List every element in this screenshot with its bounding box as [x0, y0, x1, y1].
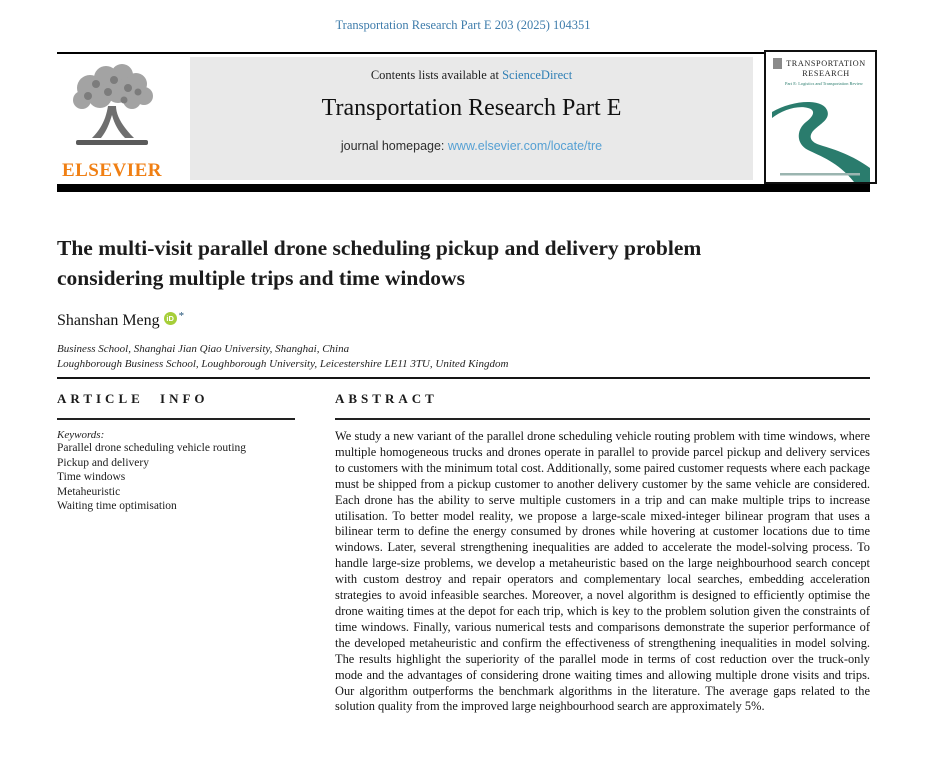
abstract-text: We study a new variant of the parallel drone scheduling vehicle routing problem with time windows, where multiple homogeneous trucks and drones operate in parallel to provide parcel pickup and delivery services to customers with the minimum total cost. Additionally, some paired customer requests where each package must be shipped from a pickup customer to another delivery customer by the same vehicle are considered. Each drone has the ability to serve multiple customers in a trip and can make multiple trips to increase utilisation. To better model reality, we propose a large-scale mixed-integer bilinear program that uses a bilinear term to define the energy consumed by drones while hovering at customer locations due to time windows. Later, several strengthening inequalities are added to accelerate the model-solving process. To handle large-size problems, we develop a metaheuristic based on the large neighbourhood search concept with custom destroy and repair operators and complementary local searches, embedding acceleration strategies to avoid infeasible searches. Moreover, a novel algorithm is designed to efficiently optimise the drone waiting times at the depot for each trip, which is key to the problem solution given the constraints of time windows. Finally, various numerical tests and comparisons demonstrate the superior performance of the developed metaheuristic and confirm the effectiveness of strengthening inequalities in model solving. The results highlight the superiority of the parallel mode in terms of cost reduction over the truck-only mode and the advantages of considering drone waiting times and allowing multiple drone visits and trips. Our algorithm outperforms the benchmark algorithms in the literature. The average gaps related to the solution quality from the improved large neighbourhood search are approximately 5%. [335, 429, 870, 714]
article-info-rule [57, 418, 295, 420]
header-bottom-bar [57, 184, 870, 192]
elsevier-logo [57, 58, 167, 182]
contents-line [190, 68, 753, 83]
abstract-heading: ABSTRACT [335, 391, 438, 406]
homepage-line [190, 139, 753, 153]
keyword-item: Pickup and delivery [57, 456, 149, 469]
journal-homepage-link[interactable]: www.elsevier.com/locate/tre [447, 139, 603, 153]
keywords-label: Keywords: [57, 429, 105, 441]
running-head-citation: Transportation Research Part E 203 (2025) 104351 [335, 18, 591, 32]
svg-text:Part E: Logistics and Transpor: Part E: Logistics and Transportation Review [785, 81, 863, 86]
author-name: Shanshan Meng [57, 312, 160, 329]
elsevier-wordmark: ELSEVIER [61, 160, 163, 181]
journal-masthead-band [190, 57, 753, 180]
info-abstract-columns [57, 391, 870, 715]
journal-cover-thumbnail [764, 50, 877, 184]
keyword-item: Parallel drone scheduling vehicle routing [57, 442, 247, 454]
section-divider-rule [57, 377, 870, 379]
affiliation-line: Business School, Shanghai Jian Qiao University, Shanghai, China [57, 343, 350, 355]
journal-title: Transportation Research Part E [321, 95, 622, 121]
abstract-column [335, 391, 870, 715]
corresponding-author-mark[interactable]: * [178, 310, 185, 322]
sciencedirect-link[interactable]: ScienceDirect [502, 68, 573, 82]
cover-mini-logo [773, 58, 782, 69]
contents-prefix: Contents lists available at [370, 68, 503, 82]
cover-road-graphic [772, 102, 870, 182]
abstract-rule [335, 418, 870, 420]
svg-text:RESEARCH: RESEARCH [802, 69, 850, 78]
article-info-column [57, 391, 295, 715]
keyword-item: Time windows [57, 471, 126, 483]
affiliations [57, 342, 508, 372]
elsevier-tree-icon [58, 141, 166, 158]
header-top-rule [57, 52, 764, 54]
article-info-heading: ARTICLE INFO [57, 391, 209, 406]
author-row [57, 310, 184, 330]
homepage-prefix: journal homepage: [340, 139, 448, 153]
svg-text:TRANSPORTATION: TRANSPORTATION [786, 59, 866, 68]
orcid-icon[interactable]: iD [164, 312, 177, 325]
keyword-item: Metaheuristic [57, 485, 121, 498]
affiliation-line: Loughborough Business School, Loughborough University, Leicestershire LE11 3TU, United Kingdom [57, 358, 509, 370]
article-title: The multi-visit parallel drone scheduling pickup and delivery problem considering multiple trips and time windows [57, 236, 702, 290]
keyword-item: Waiting time optimisation [57, 500, 177, 512]
